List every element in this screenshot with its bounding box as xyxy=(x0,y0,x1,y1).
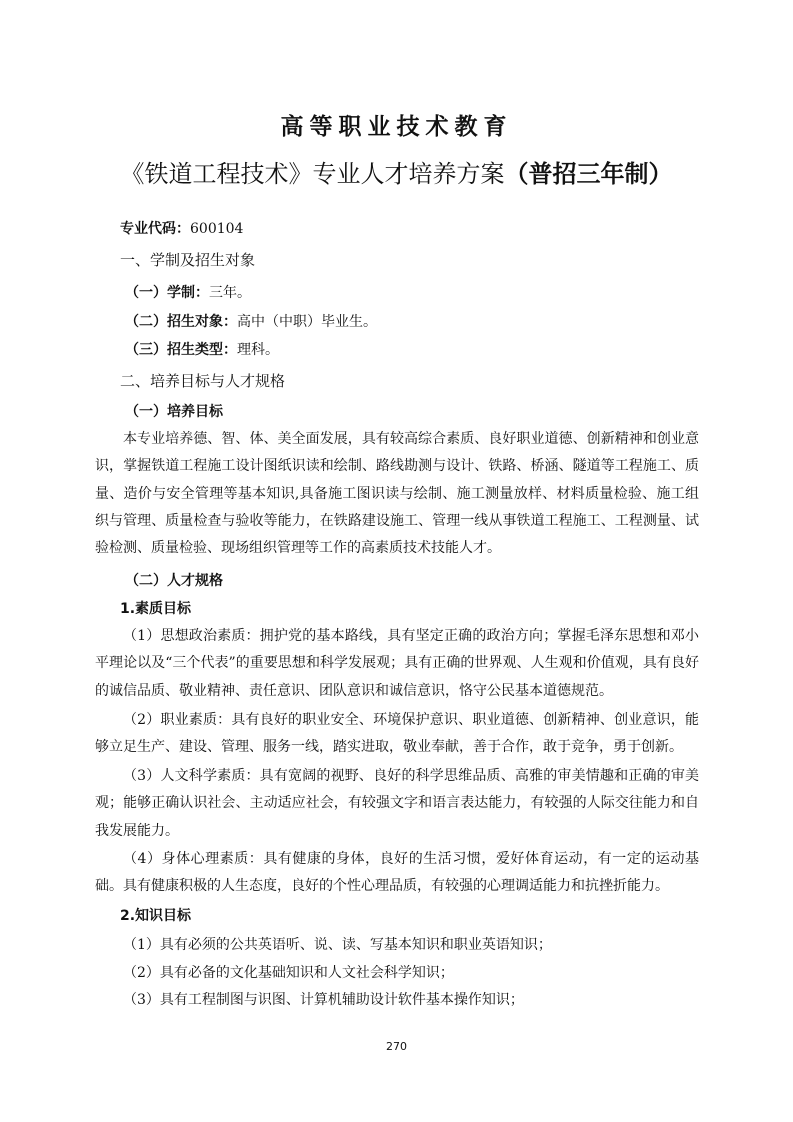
knowledge-item: （1）具有必须的公共英语听、说、读、写基本知识和职业英语知识； xyxy=(123,937,552,953)
subtitle-main: 《铁道工程技术》专业人才培养方案 xyxy=(120,160,505,188)
section-heading-2: 二、培养目标与人才规格 xyxy=(120,372,286,390)
item-value: 理科。 xyxy=(237,342,279,358)
item-label: （二）招生对象： xyxy=(125,314,237,330)
paragraph-quality-4: （4）身体心理素质：具有健康的身体，良好的生活习惯，爱好体育运动，有一定的运动基础。具有健康积极的人生态度，良好的个性心理品质，有较强的心理调适能力和抗挫折能力。 xyxy=(95,851,699,895)
enrollment-type-item xyxy=(125,340,279,360)
item-label: （一）学制： xyxy=(125,285,209,301)
duration-item xyxy=(125,283,251,303)
document-subtitle xyxy=(0,158,793,190)
subsection-heading-spec: （二）人才规格 xyxy=(125,573,223,589)
knowledge-item: （2）具有必备的文化基础知识和人文社会科学知识； xyxy=(123,965,454,981)
item-label: （三）招生类型： xyxy=(125,342,237,358)
knowledge-item: （3）具有工程制图与识图、计算机辅助设计软件基本操作知识； xyxy=(123,992,524,1008)
item-value: 三年。 xyxy=(209,285,251,301)
paragraph-quality-3: （3）人文科学素质：具有宽阔的视野、良好的科学思维品质、高雅的审美情趣和正确的审美观；能够正确认识社会、主动适应社会，有较强文字和语言表达能力，有较强的人际交往能力和自我发展能力。 xyxy=(95,768,699,839)
paragraph-quality-2: （2）职业素质：具有良好的职业安全、环境保护意识、职业道德、创新精神、创业意识，能够立足生产、建设、管理、服务一线，踏实进取，敬业奉献，善于合作，敢于竞争，勇于创新。 xyxy=(95,712,699,756)
quality-goal-heading: 1.素质目标 xyxy=(120,601,192,617)
program-code-label: 专业代码： xyxy=(120,221,190,237)
subsection-heading-goal: （一）培养目标 xyxy=(125,404,223,420)
page-number: 270 xyxy=(386,1040,407,1053)
paragraph-quality-1: （1）思想政治素质：拥护党的基本路线，具有坚定正确的政治方向；掌握毛泽东思想和邓小平理论以及“三个代表”的重要思想和科学发展观；具有正确的世界观、人生观和价值观，具有良好的诚信品质、敬业精神、责任意识、团队意识和诚信意识，恪守公民基本道德规范。 xyxy=(95,628,699,699)
paragraph-training-goal: 本专业培养德、智、体、美全面发展，具有较高综合素质、良好职业道德、创新精神和创业意识，掌握铁道工程施工设计图纸识读和绘制、路线勘测与设计、铁路、桥涵、隧道等工程施工、质量、造价与安全管理等基本知识,具备施工图识读与绘制、施工测量放样、材料质量检验、施工组织与管理、质量检查与验收等能力，在铁路建设施工、管理一线从事铁道工程施工、工程测量、试验检测、质量检验、现场组织管理等工作的高素质技术技能人才。 xyxy=(95,431,699,557)
document-title: 高等职业技术教育 xyxy=(280,114,513,140)
program-code xyxy=(120,219,243,239)
enrollment-target-item xyxy=(125,312,377,332)
item-value: 高中（中职）毕业生。 xyxy=(237,314,377,330)
knowledge-goal-heading: 2.知识目标 xyxy=(120,908,192,924)
section-heading-1: 一、学制及招生对象 xyxy=(120,251,256,269)
program-code-value: 600104 xyxy=(190,221,244,237)
subtitle-suffix: （普招三年制） xyxy=(504,160,673,188)
